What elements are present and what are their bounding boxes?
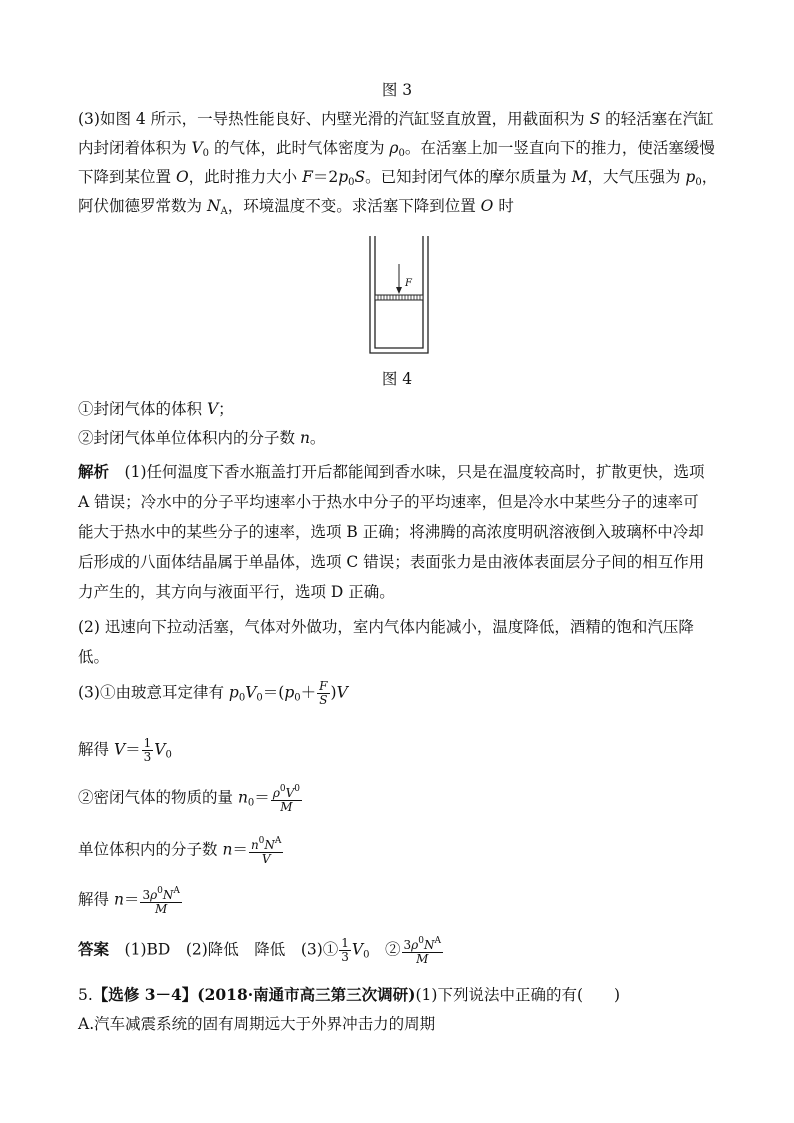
answer-line: 答案 (1)BD (2)降低 降低 (3)① $\frac{1}{3}$ $V_0$ ② $\frac{3\rho^0N^A}{M}$ (78, 936, 441, 966)
analysis-line-2: A 错误；冷水中的分子平均速率小于热水中分子的平均速率，但是冷水中某些分子的速率可 (78, 493, 699, 511)
figure4-caption: 图 4 (381, 370, 413, 388)
part2-line-1: (2) 迅速向下拉动活塞，气体对外做功，室内气体内能减小，温度降低，酒精的饱和汽压降 (78, 618, 694, 636)
analysis-line-5: 力产生的，其方向与液面平行，选项 D 正确。 (78, 583, 395, 601)
sub-question-2: ②封闭气体单位体积内的分子数 n。 (78, 429, 326, 447)
part2-line-2: 低。 (78, 648, 110, 666)
q5-option-a: A.汽车减震系统的固有周期远大于外界冲击力的周期 (78, 1015, 436, 1033)
q5-header: 5.【选修 3－4】(2018·南通市高三第三次调研)(1)下列说法中正确的有( ) (78, 985, 621, 1004)
q3-intro-line-1: (3)如图 4 所示，一导热性能良好、内壁光滑的汽缸竖直放置，用截面积为 S 的轻活塞在汽缸 (78, 110, 714, 128)
sub-question-1: ①封闭气体的体积 V； (78, 400, 234, 418)
cylinder-diagram (368, 234, 430, 356)
q3-intro-line-4: 阿伏伽德罗常数为 $N_A$，环境温度不变。求活塞下降到位置 O 时 (78, 197, 514, 217)
equation-boyle: (3)①由玻意耳定律有 $p_0V_0=(p_0+$ $\frac{F}{S}$ )V (78, 679, 348, 707)
analysis-line-3: 能大于热水中的某些分子的速率，选项 B 正确；将沸腾的高浓度明矾溶液倒入玻璃杯中冷却 (78, 523, 704, 541)
force-label: F (405, 278, 412, 289)
equation-result: 解得 n＝ $\frac{3\rho^0N^A}{M}$ (78, 886, 180, 916)
equation-number-density: 单位体积内的分子数 n＝ $\frac{n^0N^A}{V}$ (78, 836, 282, 866)
equation-moles: ②密闭气体的物质的量 $n_0=$ $\frac{\rho^0V^0}{M}$ (78, 784, 301, 814)
q3-intro-line-3: 下降到某位置 O，此时推力大小 $F=2p_0S$。已知封闭气体的摩尔质量为 M，大气压强为 $p_0$， (78, 168, 718, 188)
analysis-line-1: 解析 (1)任何温度下香水瓶盖打开后都能闻到香水味，只是在温度较高时，扩散更快，选项 (78, 462, 705, 481)
analysis-line-4: 后形成的八面体结晶属于单晶体，选项 C 错误；表面张力是由液体表面层分子间的相互作用 (78, 553, 705, 571)
figure3-caption: 图 3 (381, 81, 413, 99)
equation-volume: 解得 V＝ $\frac{1}{3}$ $V_0$ (78, 736, 172, 764)
answer-label: 答案 (78, 939, 110, 959)
cylinder-figure (368, 234, 430, 356)
analysis-label: 解析 (78, 462, 110, 481)
q3-intro-line-2: 内封闭着体积为 $V_0$ 的气体，此时气体密度为 $\rho_0$。在活塞上加一竖直向下的推力，使活塞缓慢 (78, 139, 715, 159)
